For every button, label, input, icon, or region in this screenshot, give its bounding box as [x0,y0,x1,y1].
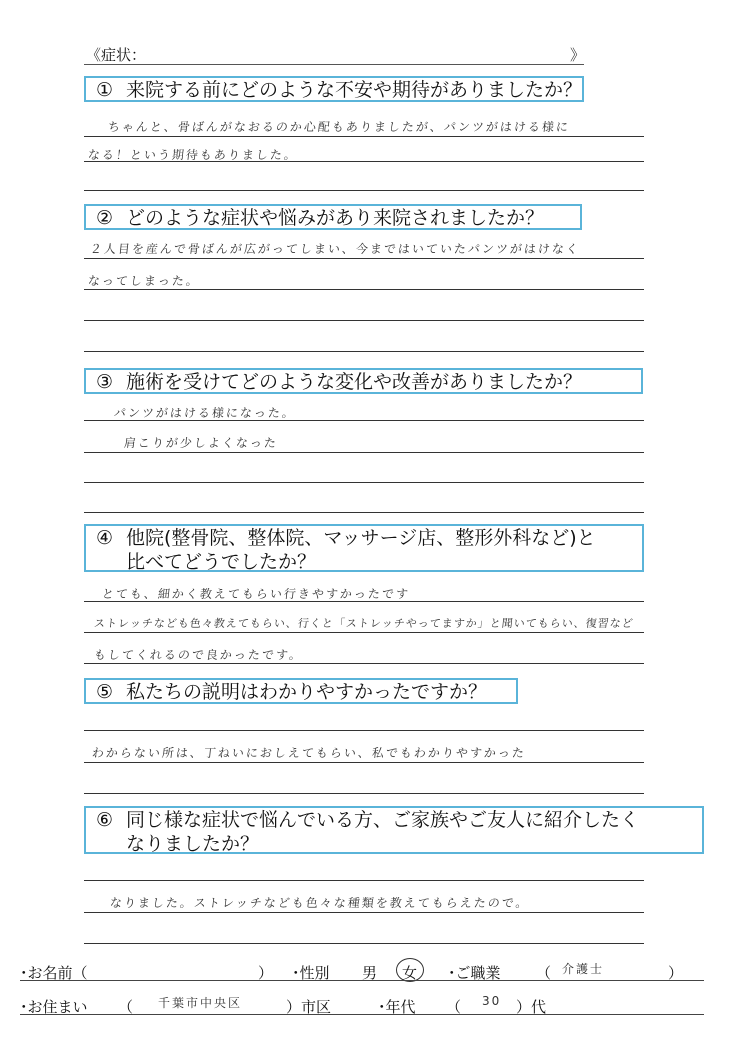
question-2 [84,204,582,230]
age-close: ）代 [516,998,547,1016]
answer-4-line-3: もしてくれるので良かったです。 [93,648,304,662]
question-3 [84,368,643,394]
answer-1-line-1: ちゃんと、骨ばんがなおるのか心配もありましたが、パンツがはける様に [107,120,571,134]
answer-rule [84,320,644,321]
answer-5-line-1: わからない所は、丁ねいにおしえてもらい、私でもわかりやすかった [91,746,527,760]
answer-3-line-1: パンツがはける様になった。 [113,406,297,420]
answer-rule [84,452,644,453]
job-value: 介護士 [562,962,605,976]
age-label: ･年代 [378,998,416,1016]
answer-rule [84,912,644,913]
footer-line-2 [20,1014,704,1015]
question-6-text: 同じ様な症状で悩んでいる方、ご家族やご友人に紹介したく [126,809,640,831]
answer-rule [84,190,644,191]
answer-2-line-2: なってしまった。 [87,274,201,288]
gender-female: 女 [402,964,418,982]
question-4-number: ④ [96,527,114,549]
answer-rule [84,136,644,137]
symptom-label: 《症状： [86,46,147,64]
answer-rule [84,258,644,259]
footer-line-1 [20,980,704,981]
question-1-number: ① [96,79,114,101]
name-close: ） [258,964,274,982]
answer-4-line-2: ストレッチなども色々教えてもらい、行くと「ストレッチやってますか」と聞いてもらい、復習など [93,617,635,630]
address-close: ）市区 [286,998,332,1016]
answer-rule [84,943,644,944]
question-1-text: 来院する前にどのような不安や期待がありましたか？ [126,79,583,101]
symptom-close: 》 [570,46,586,64]
job-open: （ [536,964,552,982]
name-label: ･お名前（ [20,964,88,982]
gender-label: ･性別 [292,964,330,982]
answer-rule [84,161,644,162]
question-1 [84,76,584,102]
question-4-text-2: 比べてどうでしたか？ [126,551,317,572]
question-2-text: どのような症状や悩みがあり来院されましたか？ [126,207,545,229]
answer-rule [84,601,644,602]
question-5-number: ⑤ [96,681,114,703]
answer-rule [84,793,644,794]
question-3-number: ③ [96,371,114,393]
answer-rule [84,420,644,421]
answer-rule [84,351,644,352]
question-6-number: ⑥ [96,809,114,831]
symptom-line [84,64,584,65]
answer-3-line-2: 肩こりが少しよくなった [123,436,279,450]
answer-1-line-2: なる！という期待もありました。 [87,148,299,162]
answer-rule [84,482,644,483]
address-open: （ [118,998,134,1016]
answer-2-line-1: ２人目を産んで骨ばんが広がってしまい、今まではいていたパンツがはけなく [89,242,581,256]
answer-rule [84,880,644,881]
job-close: ） [668,964,684,982]
age-open: （ [446,998,462,1016]
question-6 [84,806,704,854]
address-value: 千葉市中央区 [158,996,243,1010]
age-value: 30 [482,994,502,1008]
question-2-number: ② [96,207,114,229]
answer-rule [84,762,644,763]
answer-rule [84,289,644,290]
answer-4-line-1: とても、細かく教えてもらい行きやすかったです [101,587,411,601]
job-label: ･ご職業 [448,964,501,982]
question-4-text: 他院(整骨院、整体院、マッサージ店、整形外科など)と [126,527,596,549]
answer-rule [84,632,644,633]
question-3-text: 施術を受けてどのような変化や改善がありましたか？ [126,371,583,393]
question-6-text-2: なりましたか？ [126,833,260,854]
address-label: ･お住まい [20,998,88,1016]
question-4 [84,524,644,572]
gender-male: 男 [362,964,378,982]
question-5-text: 私たちの説明はわかりやすかったですか？ [126,681,488,703]
answer-rule [84,663,644,664]
answer-rule [84,512,644,513]
answer-6-line-1: なりました。ストレッチなども色々な種類を教えてもらえたので。 [109,896,531,910]
question-5 [84,678,518,704]
answer-rule [84,730,644,731]
gender-selected-circle [396,958,424,982]
